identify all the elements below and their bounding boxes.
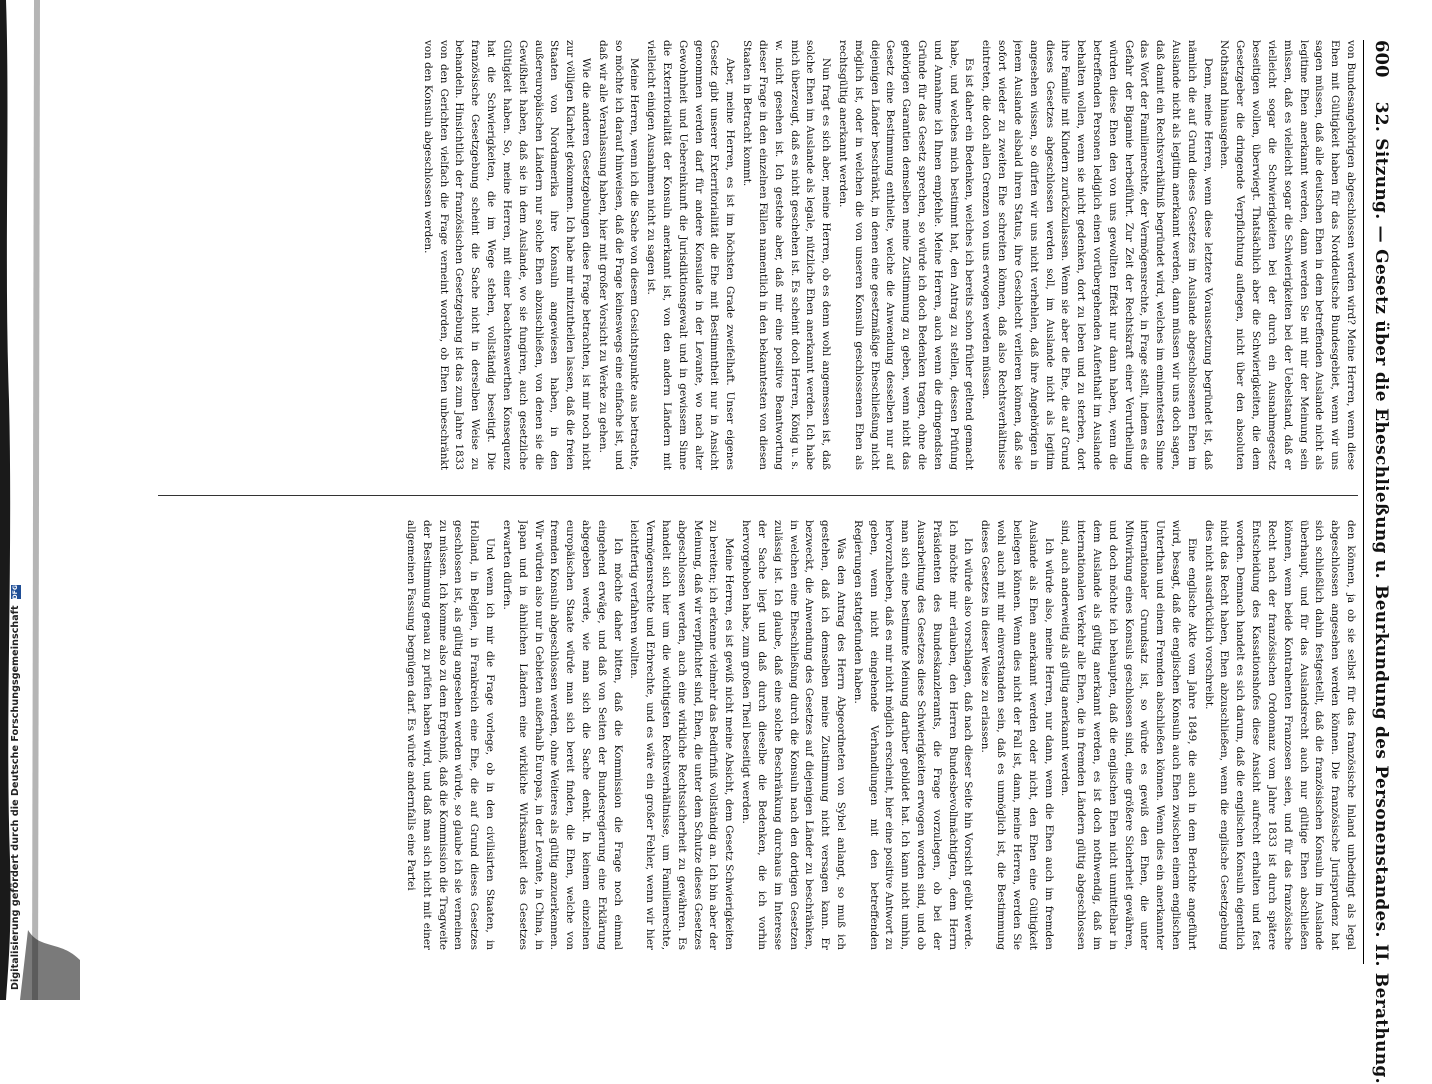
paragraph: Was den Antrag des Herrn Abgeordneten von Sybel anlangt, so muß ich gestehen, daß ich demselben meine Zustimmung nicht versagen kann. Er bezweckt, die Anwendung des Gesetzes auf diejenigen Länder zu beschränken, in welchen eine Eheschließung durch die Konsuln nach den dortigen Gesetzen zulässig ist. Ich glaube, daß eine solche Beschränkung durchaus im Interesse der Sache liegt und daß durch dieselbe die Bedenken, die ich vorhin hervorgehoben habe, zum großen Theil beseitigt werden. (740, 520, 847, 950)
column-divider (158, 495, 1358, 496)
digitization-credit (10, 585, 21, 990)
header-rule (1363, 40, 1364, 964)
printed-page (112, 40, 1392, 1084)
paragraph: Aber, meine Herren, es ist im höchsten Grade zweifelhaft. Unser eigenes Gesetz gibt unserer Exterritorialität die Ehe mit Bestimmtheit nur in Ansicht genommen werden darf für andere Konsulate in der Levante, wo nach alter Gewohnheit und Uebereinkunft die Jurisdiktionsgewalt und in gewissem Sinne die Exterritorialität der Konsuln anerkannt ist, von den andern Ländern mit vielleicht einigen Ausnahmen nicht zu sagen ist. (645, 40, 737, 470)
paragraph: Ich möchte daher bitten, daß die Kommission die Frage noch einmal eingehend erwäge, und daß von Seiten der Bundesregierung eine Erklärung abgegeben werde, wie man sich die Sache denkt. In keinem einzelnen europäischen Staate würde man sich bereit finden, die Ehen, welche von fremden Konsuln abgeschlossen werden, ohne Weiteres als gültig anzuerkennen. Wir würden also nur in Gebieten außerhalb Europas, in der Levante, in China, in Japan und in ähnlichen Ländern eine wirkliche Wirksamkeit des Gesetzes erwarten dürfen. (500, 520, 624, 950)
paragraph: Ich würde also, meine Herren, nur dann, wenn die Ehen auch im fremden Auslande als Ehen anerkannt werden oder nicht, den Ehen eine Gültigkeit beilegen können. Wenn dies nicht der Fall ist, dann, meine Herren, werden Sie wohl auch mit mir einverstanden sein, daß es unmöglich ist, die Bestimmung dieses Gesetzes in dieser Weise zu erlassen. (979, 520, 1055, 950)
text-column-right (128, 520, 1358, 950)
paragraph: von Bundesangehörigen abgeschlossen werden wird? Meine Herren, wenn diese Ehen mit Gültigkeit haben für das Norddeutsche Bundesgebiet, wenn wir uns sagen müssen, daß alle deutschen Ehen in dem betreffenden Auslande nicht als legitime Ehen anerkannt werden, dann werden Sie mit mir der Meinung sein müssen, daß es vielleicht sogar die Schwierigkeiten bei der Uebelstand, daß er vielleicht sogar die Schwierigkeiten bei der durch ein Ausnahmegesetz beseitigen wollen, überwiegt. Thatsächlich aber die Schwierigkeiten, die dem Gesetzgeber die dringende Verpflichtung auflegen, nicht über den absoluten Nothstand hinausgehen. (1218, 40, 1357, 470)
paragraph: Meine Herren, es ist gewiß nicht meine Absicht, dem Gesetz Schwierigkeiten zu bereiten; ich erkenne vielmehr das Bedürfniß vollständig an. Ich bin aber der Meinung, daß wir verpflichtet sind, Ehen, die unter dem Schutze dieses Gesetzes abgeschlossen werden, auch eine wirkliche Rechtssicherheit zu gewähren. Es handelt sich hier um die wichtigsten Rechtsverhältnisse, um Familienrechte, Vermögensrechte und Erbrechte, und es wäre ein großer Fehler, wenn wir hier leichtfertig verfahren wollten. (628, 520, 736, 950)
running-title: 32. Sitzung. — Gesetz über die Eheschließung u. Beurkundung des Personenstandes. II. Berathung. (1371, 101, 1391, 1084)
paragraph: Und wenn ich mir die Frage vorlege, ob in den civilisirten Staaten, in Holland, in Belgien, in Frankreich eine Ehe, die auf Grund dieses Gesetzes geschlossen ist, als gültig angesehen werden würde, so glaube ich sie verneinen zu müssen. Ich komme also zu dem Ergebniß, daß die Kommission die Tragweite der Bestimmung genau zu prüfen haben wird, und daß man sich nicht mit einer allgemeinen Fassung begnügen darf. Es würde andernfalls eine Partei (405, 520, 497, 950)
paragraph: Nun fragt es sich aber, meine Herren, ob es denn wohl angemessen ist, daß solche Ehen im Auslande als legale, nützliche Ehen anerkannt werden. Ich habe mich überzeugt, daß es nicht geschehen ist. Es scheint doch Herren, König u. s. w. nicht gesehen ist. Ich gestehe aber, daß mir eine positive Beantwortung dieser Frage in den einzelnen Fällen namentlich in den bekanntesten von diesen Staaten in Betracht kommt. (741, 40, 833, 470)
text-column-left (128, 40, 1358, 470)
paragraph: Meine Herren, wenn ich die Sache von diesem Gesichtspunkte aus betrachte, so möchte ich darauf hinweisen, daß die Frage keineswegs eine einfache ist, und daß wir alle Veranlassung haben, hier mit großer Vorsicht zu Werke zu gehen. (596, 40, 641, 470)
dfg-logo: DFG (11, 585, 19, 600)
paragraph: Ich würde also vorschlagen, daß nach dieser Seite hin Vorsicht geübt werde. Ich möchte mir erlauben, den Herren Bundesbevollmächtigten, dem Herrn Präsidenten des Bundeskanzleramts, die Frage vorzulegen, ob bei der Ausarbeitung des Gesetzes diese Schwierigkeiten erwogen worden sind, und ob man sich eine bestimmte Meinung darüber gebildet hat. Ich kann nicht umhin, hervorzuheben, daß es mir nicht möglich erscheint, hier eine positive Antwort zu geben, wenn nicht eingehende Verhandlungen mit den betreffenden Regierungen stattgefunden haben. (851, 520, 975, 950)
paragraph: Wie die anderen Gesetzgebungen diese Frage betrachten, ist mir noch nicht zur völligen Klarheit gekommen. Ich habe mir mitzutheilen lassen, daß die freien Staaten von Nordamerika ihre Konsuln angewiesen haben, in den außereuropäischen Ländern nur solche Ehen abzuschließen, von denen sie die Gewißheit haben, daß sie in dem Auslande, wo sie fungiren, auch gesetzliche Gültigkeit haben. So, meine Herren, mit einer beachtenswerthen Konsequenz hat die Schwierigkeiten, die im Wege stehen, vollständig beseitigt. Die französische Gesetzgebung scheint die Sache nicht in derselben Weise zu behandeln. Hinsichtlich der französischen Gesetzgebung ist das zum Jahre 1833 von den Gerichten vielfach die Frage verneint worden, ob Ehen unbeschränkt von den Konsuln abgeschlossen werden. (421, 40, 592, 470)
paragraph: Es ist daher ein Bedenken, welches ich bereits schon früher geltend gemacht habe, und welches mich bestimmt hat, den Antrag zu stellen, dessen Prüfung und Annahme ich Ihnen empfehle. Meine Herren, auch wenn die dringendsten Gründe für das Gesetz sprechen, so würde ich doch Bedenken tragen, ohne die gehörigen Garantien demselben meine Zustimmung zu geben, wenn nicht das Gesetz eine Bestimmung enthielte, welche die Anwendung desselben nur auf diejenigen Länder beschränkt, in denen eine gesetzmäßige Eheschließung nicht möglich ist, oder in welchen die von unseren Konsuln geschlossenen Ehen als rechtsgültig anerkannt werden. (837, 40, 976, 470)
paragraph: den können, ja ob sie selbst für das französische Inland unbedingt als legal abgeschlossen angesehen werden können. Die französische Jurisprudenz hat sich schließlich dahin festgestellt, daß die französischen Konsuln im Auslande überhaupt, und für das Auslandsrecht auch nur gültige Ehen abschließen können, wenn beide Kontrahenten Franzosen seien, und für das französische Recht nach der französischen Ordonnanz vom Jahre 1833 ist durch spätere Entscheidung des Kassationshofes diese Ansicht aufrecht erhalten und fest worden. Demnach handelt es sich darum, daß die englischen Konsuln eigentlich nicht das Recht haben, Ehen abzuschließen, wenn die englische Gesetzgebung dies nicht ausdrücklich vorschreibt. (1202, 520, 1357, 950)
page-header (1366, 40, 1392, 1084)
credit-text: Digitalisierung gefördert durch die Deutsche Forschungsgemeinschaft (10, 605, 21, 990)
paragraph: Eine englische Akte vom Jahre 1849, die auch in dem Berichte angeführt wird, besagt, daß die englischen Konsuln auch Ehen zwischen einem englischen Unterthan und einem Fremden abschließen können. Wenn dies ein anerkannter internationaler Grundsatz ist, so würde es gewiß den Ehen, die unter Mitwirkung eines Konsuls geschlossen sind, eine größere Sicherheit gewähren, und doch möchte ich behaupten, daß die englischen Ehen nicht unmittelbar in dem Auslande als gültig anerkannt werden, es ist doch nothwendig, daß im internationalen Verkehr alle Ehen, die in fremden Ländern gültig abgeschlossen sind, auch anderweitig als gültig anerkannt werden. (1059, 520, 1198, 950)
page-number: 600 (1371, 40, 1392, 78)
paragraph: Denn, meine Herren, wenn diese letztere Voraussetzung begründet ist, daß nämlich die auf Grund dieses Gesetzes im Auslande abgeschlossenen Ehen im Auslande nicht als legitim anerkannt werden, dann müssen wir uns doch sagen, daß damit ein Rechtsverhältniß begründet wird, welches im eminentesten Sinne das Wort der Familienrechte, der Vermögensrechte, in Frage stellt, indem es die Gefahr der Bigamie herbeiführt. Zur Zeit der Rechtskraft einer Verurtheilung würden diese Ehen den von uns gewollten Effekt nur dann haben, wenn die betreffenden Personen lediglich einen vorübergehenden Aufenthalt im Auslande behalten wollen, wenn sie nicht gedenken, dort zu leben und zu sterben, dort ihre Familie mit Kindern zurückzulassen. Wenn sie aber die Ehe, die auf Grund dieses Gesetzes abgeschlossen werden soll, im Auslande nicht als legitim angesehen wissen, so dürfen wir uns nicht verhehlen, daß ihre Angehörigen in jenem Auslande alsbald ihren Status, ihre Geschlecht verlieren können, daß sie sofort wieder zu zweiten Ehe schreiten können, daß also Rechtsverhältnisse eintreten, die doch allen Grenzen von uns erwogen werden müssen. (980, 40, 1214, 470)
